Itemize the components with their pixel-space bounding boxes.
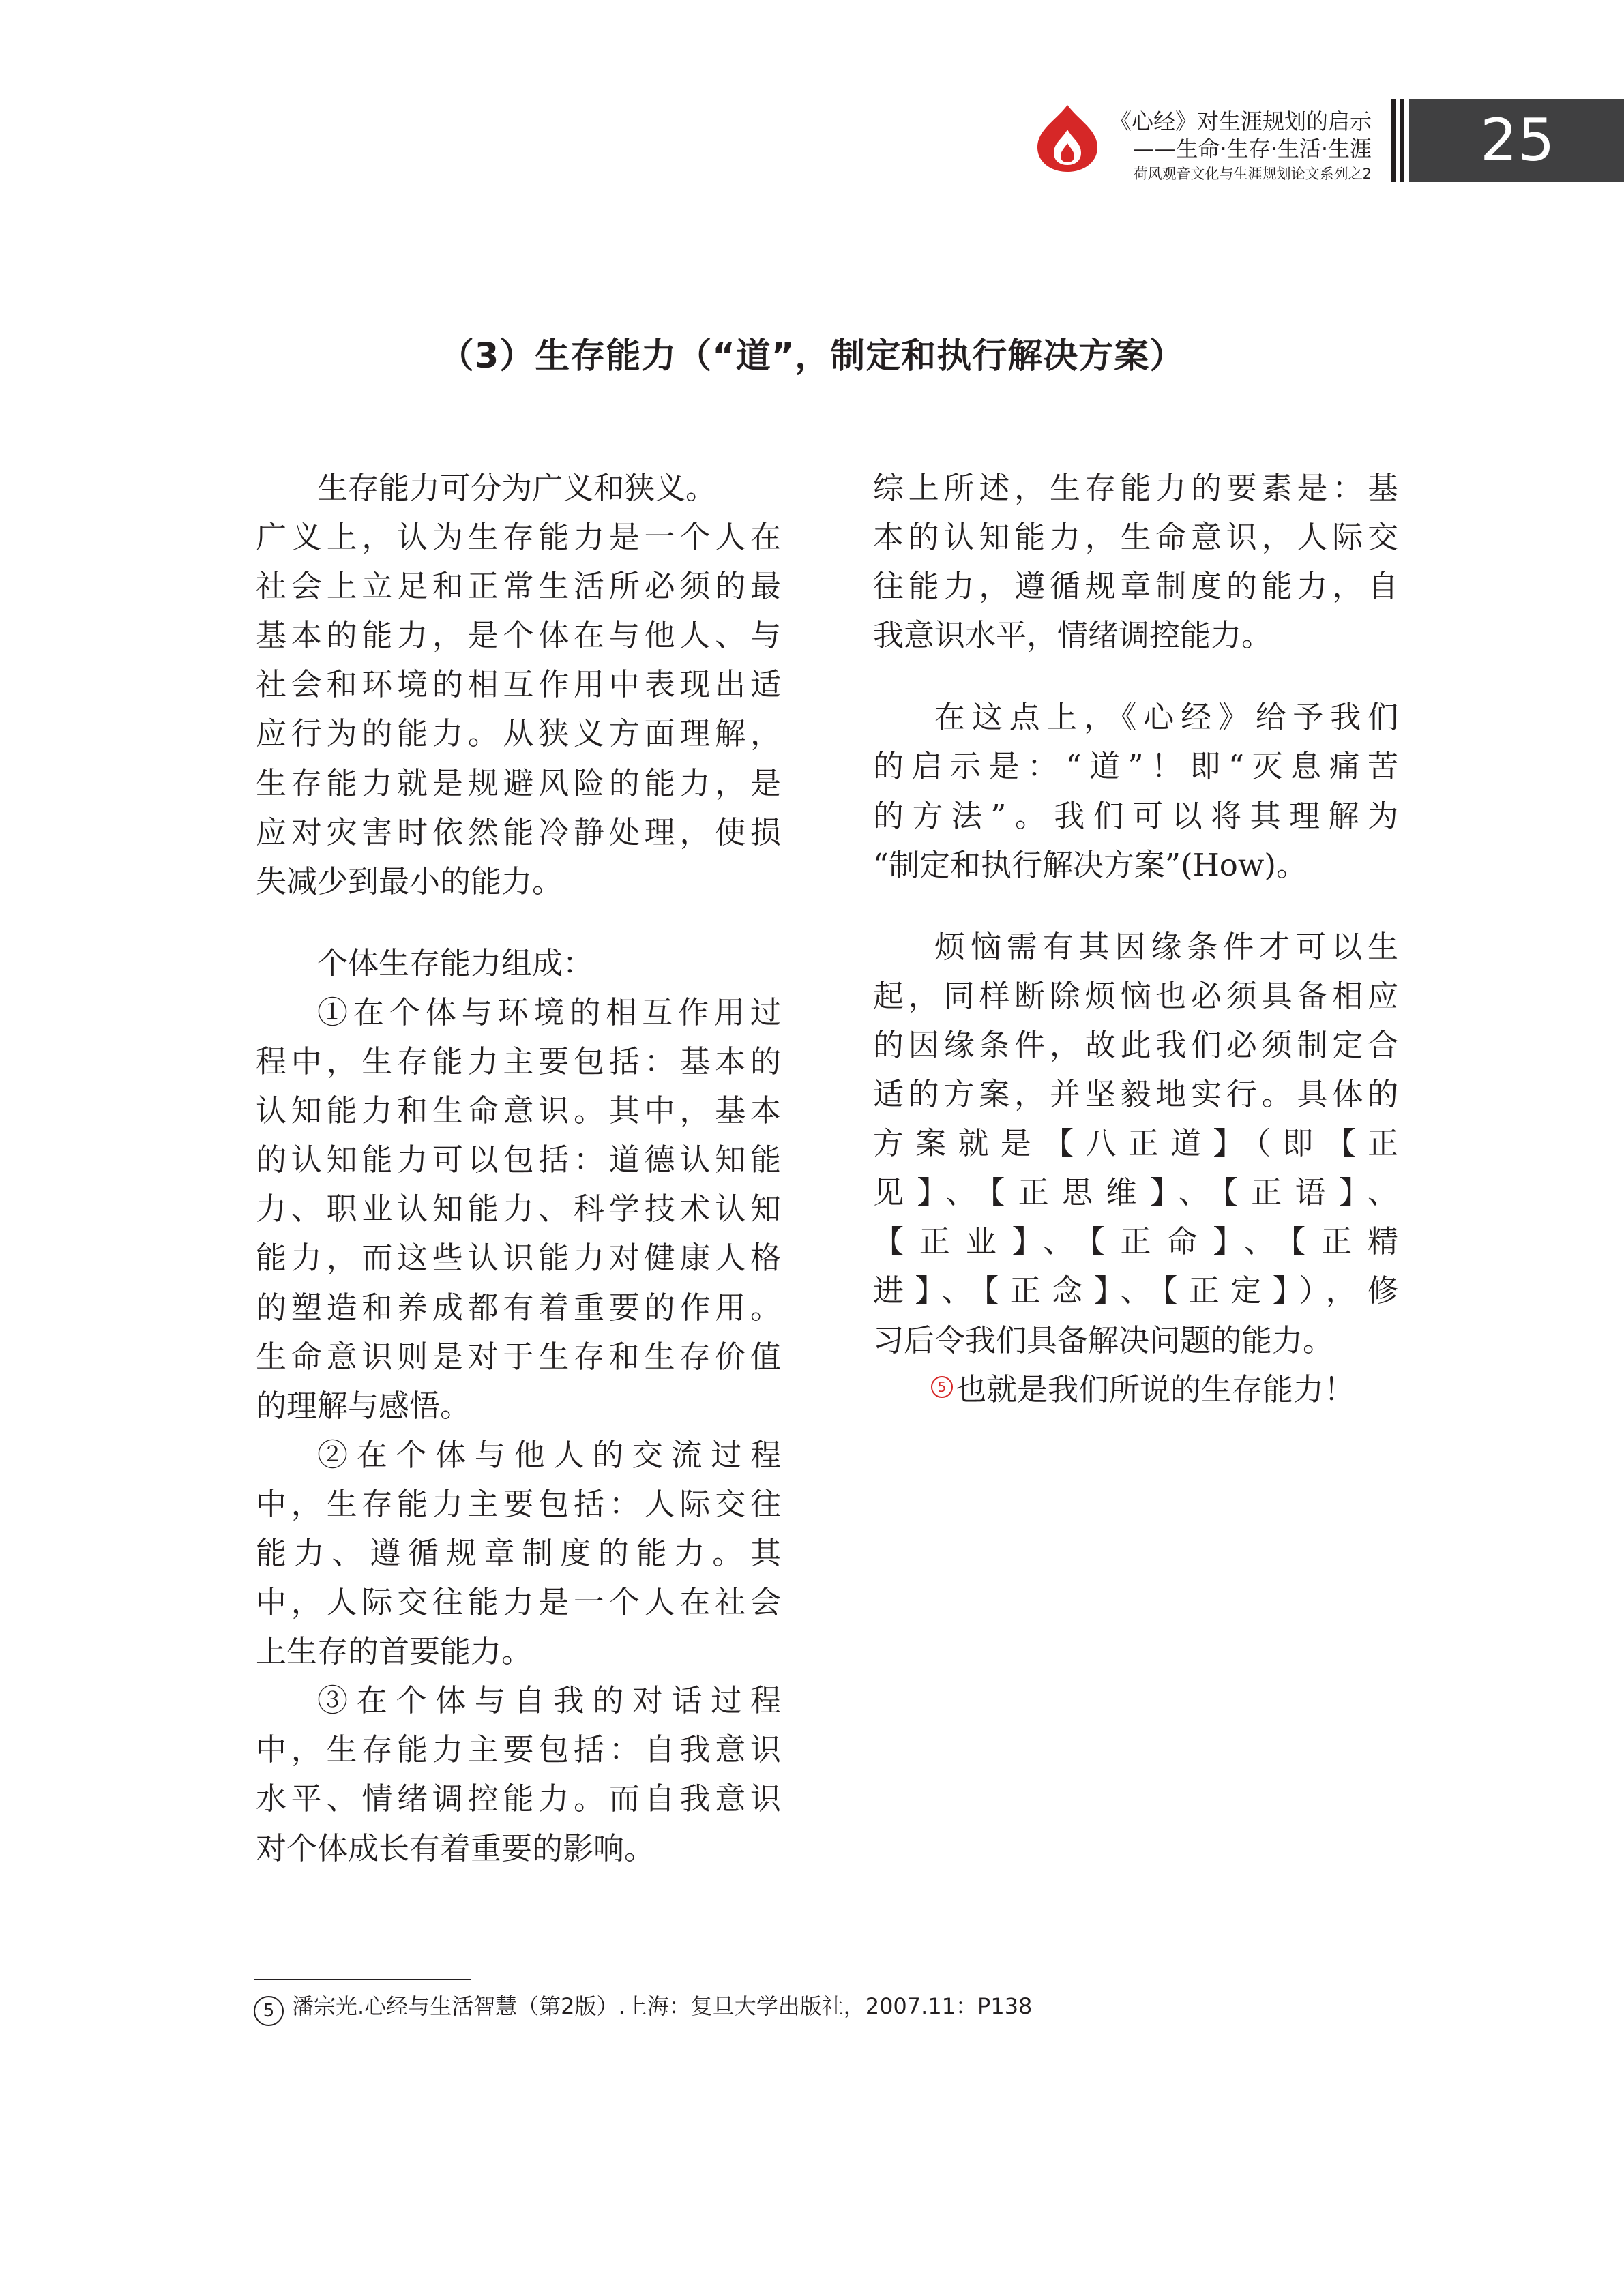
text-line: 社会和环境的相互作用中表现出适 — [256, 666, 781, 703]
text-line: 的认知能力可以包括：道德认知能 — [256, 1142, 781, 1178]
header-subtitle: ——生命·生存·生活·生涯 — [1132, 136, 1372, 162]
right-column — [873, 464, 1398, 1414]
text-line: 生存能力就是规避风险的能力，是 — [256, 764, 781, 801]
flame-logo-icon — [1033, 102, 1102, 173]
section-heading: （3）生存能力（“道”，制定和执行解决方案） — [439, 336, 1185, 376]
text-line: 的启示是：“道”！即“灭息痛苦 — [873, 748, 1398, 785]
header-divider — [1391, 99, 1396, 182]
text-line: 中，生存能力主要包括：自我意识 — [256, 1731, 781, 1768]
footnote-marker: 5 — [254, 1996, 284, 2026]
text-line: 本的认知能力，生命意识，人际交 — [873, 519, 1398, 556]
text-line: 的方法”。我们可以将其理解为 — [873, 797, 1398, 834]
text-line: 基本的能力，是个体在与他人、与 — [256, 617, 781, 654]
text-line: 程中，生存能力主要包括：基本的 — [256, 1043, 781, 1080]
text-line: 在这点上，《心经》给予我们 — [934, 699, 1398, 736]
text-line: 社会上立足和正常生活所必须的最 — [256, 568, 781, 605]
text-line: 广义上，认为生存能力是一个人在 — [256, 519, 781, 556]
text-line: 的理解与感悟。 — [256, 1387, 471, 1424]
text-line: 失减少到最小的能力。 — [256, 863, 563, 899]
footnote-text: 潘宗光.心经与生活智慧（第2版）.上海：复旦大学出版社，2007.11：P138 — [292, 1993, 1033, 2019]
text-line — [873, 1365, 1398, 1414]
page-number: 25 — [1409, 99, 1624, 182]
text-line-content: 也就是我们所说的生存能力！ — [956, 1371, 1355, 1407]
left-column — [256, 464, 781, 1873]
text-line: ③在个体与自我的对话过程 — [317, 1682, 781, 1719]
text-line: 上生存的首要能力。 — [256, 1633, 533, 1670]
text-line: 力、职业认知能力、科学技术认知 — [256, 1191, 781, 1227]
text-line: 水平、情绪调控能力。而自我意识 — [256, 1780, 781, 1817]
text-line: 往能力，遵循规章制度的能力，自 — [873, 568, 1398, 605]
text-line: 适的方案，并坚毅地实行。具体的 — [873, 1076, 1398, 1113]
text-line: 生命意识则是对于生存和生存价值 — [256, 1338, 781, 1375]
text-line: 能力、遵循规章制度的能力。其 — [256, 1534, 781, 1571]
text-line: 起，同样断除烦恼也必须具备相应 — [873, 977, 1398, 1014]
header-title: 《心经》对生涯规划的启示 — [1109, 108, 1372, 134]
text-line: 对个体成长有着重要的影响。 — [256, 1830, 655, 1866]
text-line: 的因缘条件，故此我们必须制定合 — [873, 1026, 1398, 1063]
text-line: 【正业】、【正命】、【正精 — [873, 1223, 1398, 1260]
footnote-rule — [254, 1979, 471, 1980]
text-line: “制定和执行解决方案”(How)。 — [873, 846, 1307, 883]
paragraph-gap — [256, 906, 781, 939]
text-line: 方案就是【八正道】（即【正 — [873, 1125, 1398, 1162]
paragraph-gap — [873, 890, 1398, 923]
text-line: 我意识水平，情绪调控能力。 — [873, 617, 1273, 654]
footnote — [254, 1990, 1032, 2026]
text-line: 的塑造和养成都有着重要的作用。 — [256, 1289, 781, 1326]
text-line: ②在个体与他人的交流过程 — [317, 1436, 781, 1473]
text-line: 见】、【正思维】、【正语】、 — [873, 1174, 1398, 1211]
text-line: 能力，而这些认识能力对健康人格 — [256, 1240, 781, 1277]
text-line: 认知能力和生命意识。其中，基本 — [256, 1092, 781, 1129]
text-line: 个体生存能力组成： — [317, 944, 594, 981]
text-line: ①在个体与环境的相互作用过 — [317, 994, 781, 1030]
header-divider — [1400, 99, 1404, 182]
paragraph-gap — [873, 660, 1398, 693]
header-title-block — [1110, 108, 1372, 184]
text-line: 烦恼需有其因缘条件才可以生 — [934, 928, 1398, 965]
text-line: 中，人际交往能力是一个人在社会 — [256, 1584, 781, 1621]
text-line: 应行为的能力。从狭义方面理解， — [256, 715, 781, 752]
footnote-ref[interactable]: 5 — [931, 1376, 953, 1398]
text-line: 生存能力可分为广义和狭义。 — [317, 470, 717, 506]
text-line: 进】、【正念】、【正定】），修 — [873, 1272, 1398, 1309]
text-line: 中，生存能力主要包括：人际交往 — [256, 1485, 781, 1522]
header-series: 荷风观音文化与生涯规划论文系列之2 — [1133, 166, 1372, 182]
text-line: 综上所述，生存能力的要素是：基 — [873, 470, 1398, 506]
text-line: 习后令我们具备解决问题的能力。 — [873, 1322, 1334, 1358]
text-line: 应对灾害时依然能冷静处理，使损 — [256, 814, 781, 850]
